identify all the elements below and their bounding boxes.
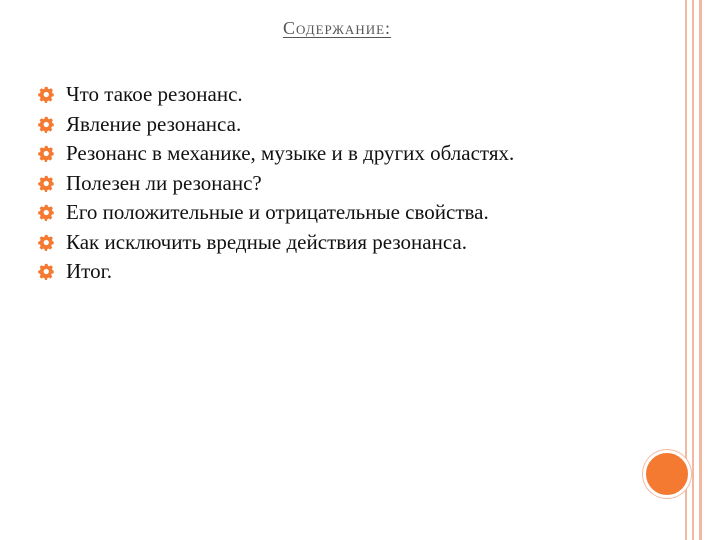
list-item bbox=[38, 228, 668, 256]
list-item-label: Итог. bbox=[66, 259, 113, 283]
list-item-label: Полезен ли резонанс? bbox=[66, 170, 262, 195]
list-item-label: Явление резонанса. bbox=[66, 111, 242, 136]
contents-list bbox=[38, 80, 668, 287]
gear-icon bbox=[38, 204, 55, 221]
list-item-label: Его положительные и отрицательные свойства. bbox=[66, 200, 489, 224]
gear-icon bbox=[38, 175, 55, 192]
list-item-label: Резонанс в механике, музыке и в других областях. bbox=[66, 141, 515, 165]
gear-icon bbox=[38, 145, 55, 162]
decorative-circle bbox=[643, 450, 691, 498]
list-item bbox=[38, 169, 668, 197]
list-item bbox=[38, 257, 668, 285]
list-item bbox=[38, 80, 668, 108]
decorative-border-line bbox=[699, 0, 702, 540]
list-item bbox=[38, 139, 668, 167]
list-item-label: Что такое резонанс. bbox=[66, 82, 243, 106]
gear-icon bbox=[38, 263, 55, 280]
list-item-label: Как исключить вредные действия резонанса. bbox=[66, 229, 467, 254]
gear-icon bbox=[38, 116, 55, 133]
decorative-border-line bbox=[692, 0, 694, 540]
list-item bbox=[38, 198, 668, 226]
gear-icon bbox=[38, 86, 55, 103]
list-item bbox=[38, 110, 668, 138]
gear-icon bbox=[38, 234, 55, 251]
slide-title: Содержание: bbox=[282, 18, 392, 38]
